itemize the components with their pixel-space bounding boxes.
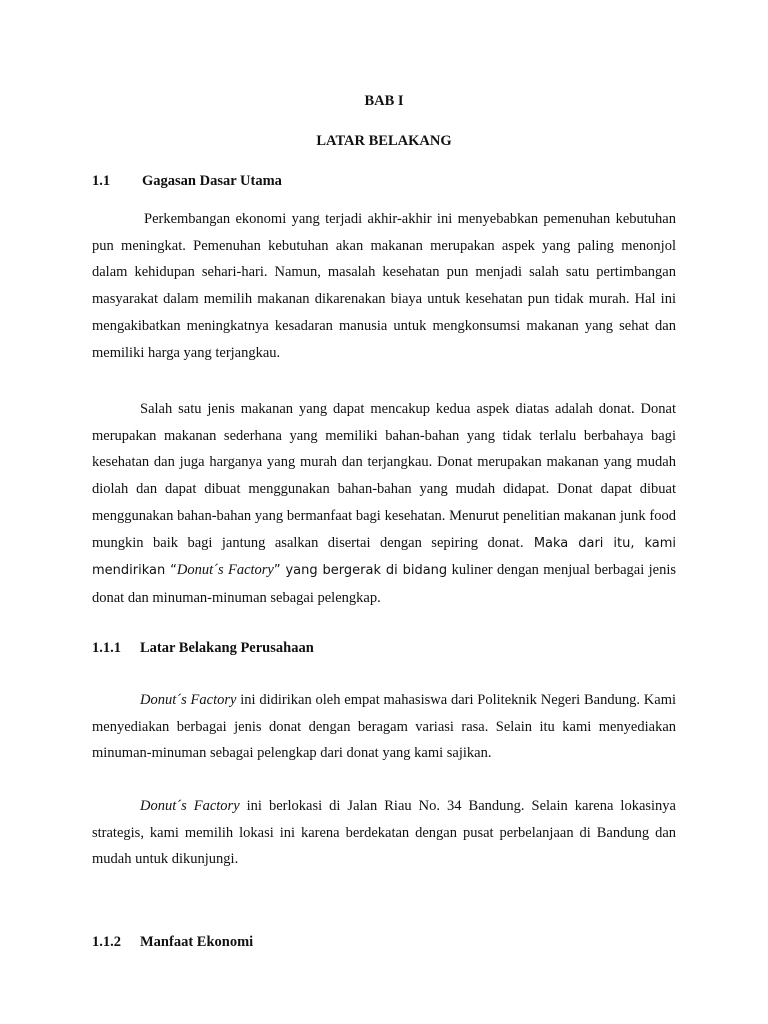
company-name: Donut´s Factory bbox=[140, 692, 237, 708]
section-number: 1.1 bbox=[92, 173, 111, 189]
paragraph-2 bbox=[92, 396, 676, 612]
section-number: 1.1.2 bbox=[92, 934, 121, 950]
chapter-heading: BAB I bbox=[364, 93, 404, 109]
section-title: Gagasan Dasar Utama bbox=[142, 173, 282, 189]
paragraph-1 bbox=[92, 206, 676, 366]
section-heading-1-1-2 bbox=[92, 934, 253, 951]
paragraph-text: Salah satu jenis makanan yang dapat mencakup kedua aspek diatas adalah donat. Donat merupakan makanan sederhana yang memiliki bahan-bahan yang tidak terlalu berbahaya bagi kesehatan dan juga harganya yang murah dan terjangkau. Donat merupakan makanan yang mudah diolah dan dapat dibuat menggunakan bahan-bahan yang mudah didapat. Donat dapat dibuat menggunakan bahan-bahan yang bermanfaat bagi kesehatan. Menurut penelitian makanan junk food mungkin baik bagi jantung asalkan disertai dengan sepiring donat bbox=[92, 401, 676, 551]
paragraph-text-alt-font: ” yang bergerak di bidang bbox=[273, 563, 448, 579]
paragraph-text-alt-font: . Maka dari itu, kami mendirikan “ bbox=[92, 535, 676, 579]
paragraph-3 bbox=[92, 687, 676, 767]
section-heading-1-1 bbox=[92, 173, 282, 190]
paragraph-4 bbox=[92, 793, 676, 873]
section-number: 1.1.1 bbox=[92, 640, 121, 656]
section-heading-1-1-1 bbox=[92, 640, 314, 657]
section-title: Manfaat Ekonomi bbox=[140, 934, 254, 950]
company-name: Donut´s Factory bbox=[140, 798, 240, 814]
chapter-title: LATAR BELAKANG bbox=[316, 133, 452, 149]
section-title: Latar Belakang Perusahaan bbox=[140, 640, 314, 656]
paragraph-text: kuliner dengan menjual berbagai jenis donat dan minuman-minuman sebagai pelengkap. bbox=[92, 562, 677, 606]
paragraph-text: Perkembangan ekonomi yang terjadi akhir-akhir ini menyebabkan pemenuhan kebutuhan pun meningkat. Pemenuhan kebutuhan akan makanan merupakan aspek yang paling menonjol dalam kehidupan sehari-hari. Namun, masalah kesehatan pun menjadi salah satu pertimbangan masyarakat dalam memilih makanan dikarenakan biaya untuk kesehatan pun tidak murah. Hal ini mengakibatkan meningkatnya kesadaran manusia untuk mengkonsumsi makanan yang sehat dan memiliki harga yang terjangkau. bbox=[92, 211, 676, 361]
paragraph-text: ini berlokasi di Jalan Riau No. 34 Bandung. Selain karena lokasinya strategis, kami memilih lokasi ini karena berdekatan dengan pusat perbelanjaan di Bandung dan mudah untuk dikunjungi. bbox=[92, 798, 676, 868]
company-name: Donut´s Factory bbox=[176, 562, 274, 579]
paragraph-text: ini didirikan oleh empat mahasiswa dari Politeknik Negeri Bandung. Kami menyediakan berbagai jenis donat dengan beragam variasi rasa. Selain itu kami menyediakan minuman-minuman sebagai pelengkap dari donat yang kami sajikan. bbox=[92, 692, 676, 762]
